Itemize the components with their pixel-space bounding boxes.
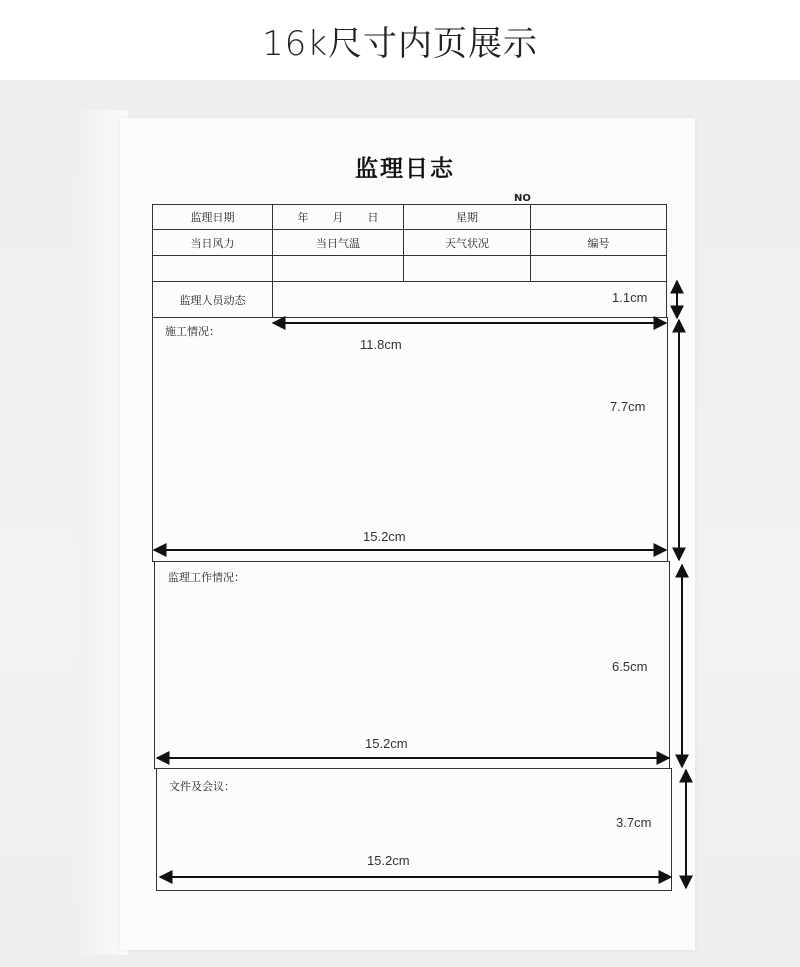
- year-label: 年: [297, 211, 309, 224]
- documents-width-label: 15.2cm: [367, 853, 410, 868]
- construction-height-label: 7.7cm: [610, 399, 646, 414]
- construction-label: 施工情况：: [165, 325, 220, 338]
- date-label: 监理日期: [190, 211, 235, 224]
- weekday-label: 星期: [456, 211, 478, 224]
- personnel-width-label: 11.8cm: [360, 337, 402, 352]
- supervision-label: 监理工作情况：: [168, 571, 245, 584]
- header-title: 16k尺寸内页展示: [262, 23, 538, 64]
- construction-width-label: 15.2cm: [363, 529, 406, 544]
- day-label: 日: [367, 211, 379, 224]
- month-label: 月: [332, 211, 344, 224]
- supervision-height-label: 6.5cm: [612, 659, 648, 674]
- weather-label: 天气状况: [445, 236, 489, 250]
- document-title: 监理日志: [355, 156, 455, 182]
- documents-height-label: 3.7cm: [616, 815, 652, 830]
- wind-label: 当日风力: [190, 236, 235, 250]
- serial-label: 编号: [587, 236, 610, 250]
- supervision-width-label: 15.2cm: [365, 736, 408, 751]
- documents-label: 文件及会议：: [169, 780, 235, 793]
- personnel-label: 监理人员动态: [179, 293, 246, 307]
- personnel-height-label: 1.1cm: [612, 290, 648, 305]
- number-label: NO: [514, 193, 531, 204]
- temperature-label: 当日气温: [316, 236, 360, 250]
